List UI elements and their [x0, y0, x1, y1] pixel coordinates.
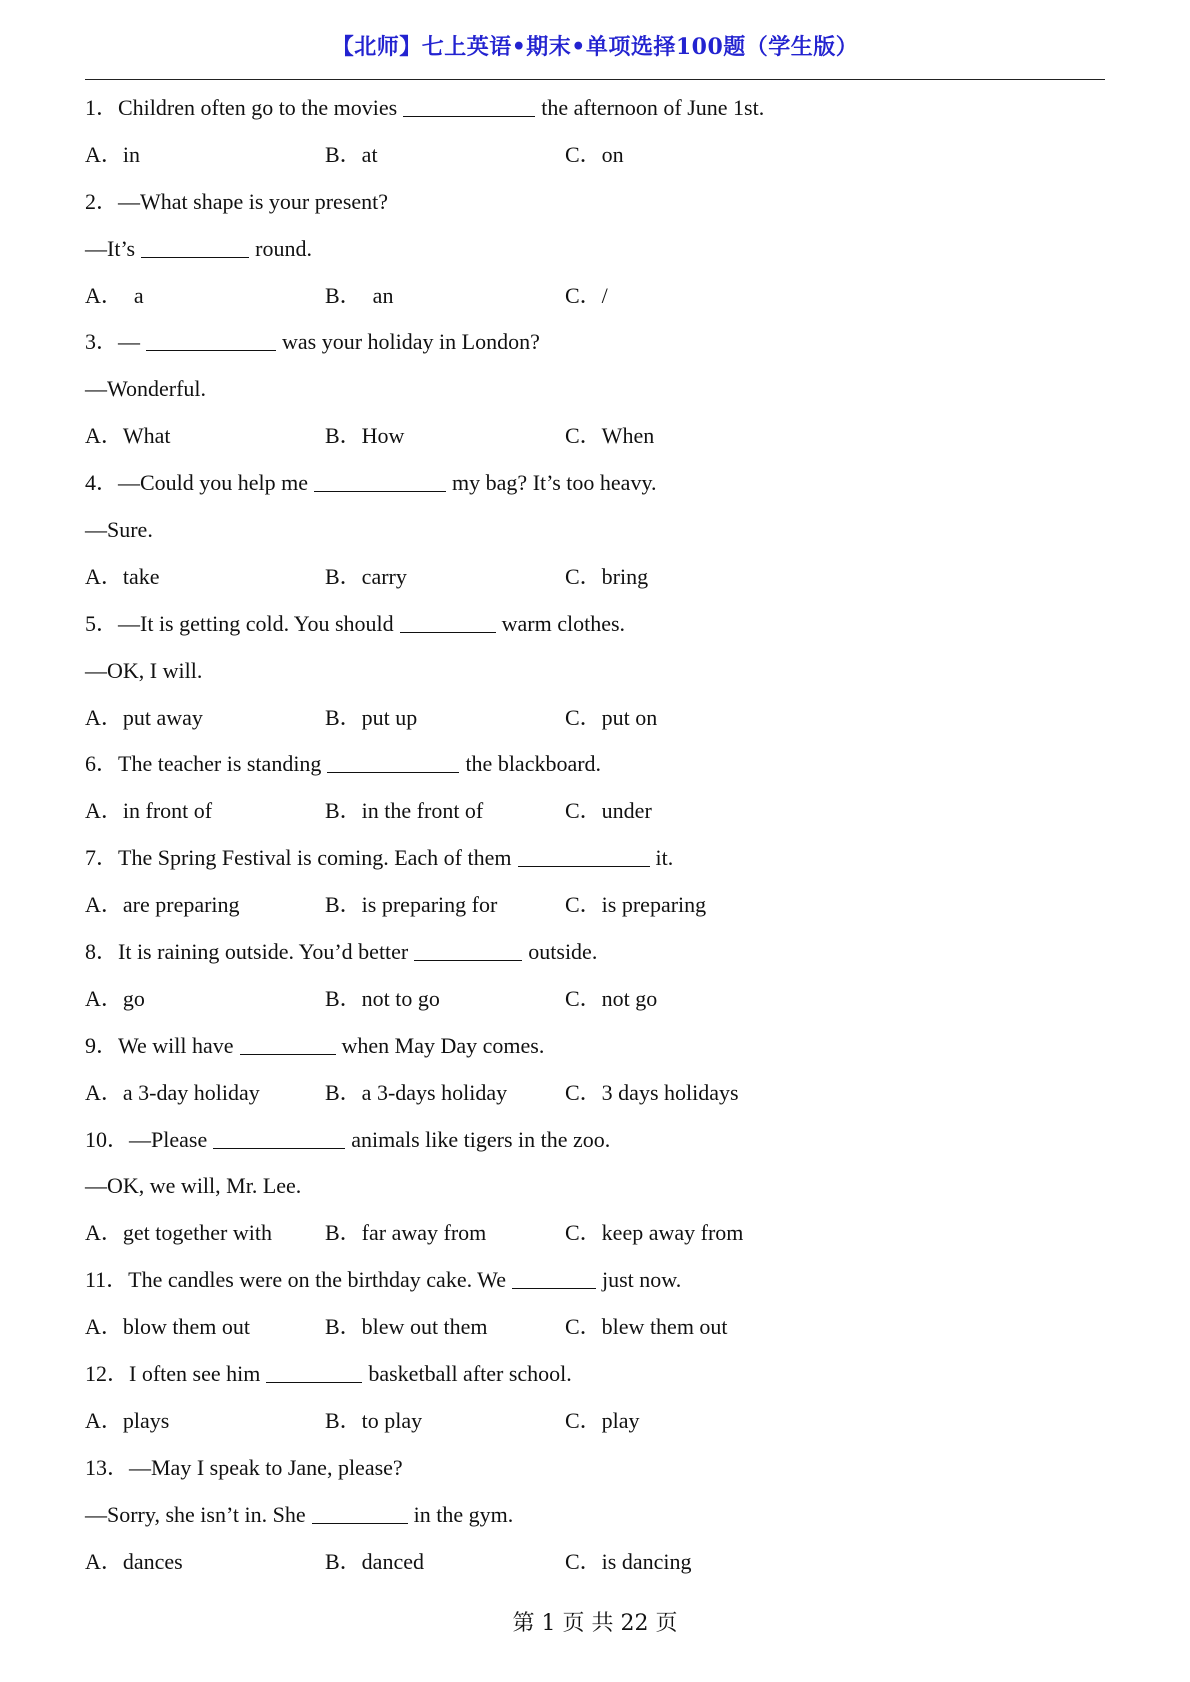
question-stem: [85, 1357, 1105, 1404]
answer-option-b[interactable]: B．far away from: [325, 1220, 487, 1246]
question-text: —Sure.: [85, 517, 153, 543]
answer-option-b[interactable]: B．blew out them: [325, 1314, 488, 1340]
answer-option-b[interactable]: B．not to go: [325, 985, 440, 1011]
page-footer: 第 1 页 共 22 页: [512, 1611, 678, 1636]
question-stem: [85, 747, 1105, 794]
question-text: 10．—Please: [85, 1126, 208, 1152]
answer-option-b[interactable]: B．at: [325, 141, 378, 167]
answer-options-row: [85, 1545, 1105, 1592]
question-text: 3．—: [85, 329, 141, 355]
question-text-after: in the gym.: [413, 1501, 514, 1527]
answer-option-b[interactable]: B．to play: [325, 1407, 423, 1433]
answer-option-b[interactable]: B．in the front of: [325, 798, 484, 824]
answer-blank[interactable]: [266, 1358, 362, 1383]
page-header-title: 【北师】七上英语•期末•单项选择100题（学生版）: [331, 34, 859, 60]
answer-option-b[interactable]: B． an: [325, 282, 394, 308]
answer-option-a[interactable]: A．get together with: [85, 1220, 272, 1246]
question-text-after: just now.: [601, 1267, 682, 1293]
question-list: [85, 91, 1105, 1592]
answer-blank[interactable]: [400, 608, 496, 633]
answer-option-b[interactable]: B．a 3-days holiday: [325, 1079, 508, 1105]
answer-options-row: [85, 1404, 1105, 1451]
question-stem: [85, 185, 1105, 232]
answer-options-row: [85, 419, 1105, 466]
question-dialogue-line: [85, 1498, 1105, 1545]
question-dialogue-line: [85, 232, 1105, 279]
question-stem: [85, 1123, 1105, 1170]
question-stem: [85, 841, 1105, 888]
question-text: 6．The teacher is standing: [85, 751, 322, 777]
question-stem: [85, 935, 1105, 982]
question-text: —OK, I will.: [85, 657, 203, 683]
answer-option-c[interactable]: C．under: [565, 798, 652, 824]
answer-option-a[interactable]: A．in front of: [85, 798, 213, 824]
answer-option-b[interactable]: B．carry: [325, 563, 407, 589]
question-text: 2．—What shape is your present?: [85, 188, 389, 214]
answer-options-row: [85, 560, 1105, 607]
answer-options-row: [85, 1216, 1105, 1263]
answer-blank[interactable]: [403, 92, 535, 117]
question-text-after: it.: [655, 845, 674, 871]
answer-options-row: [85, 701, 1105, 748]
answer-options-row: [85, 1076, 1105, 1123]
answer-blank[interactable]: [213, 1124, 345, 1149]
question-text-after: warm clothes.: [501, 610, 626, 636]
answer-blank[interactable]: [146, 326, 276, 351]
answer-blank[interactable]: [327, 748, 459, 773]
header-divider: [85, 79, 1105, 80]
answer-option-c[interactable]: C．blew them out: [565, 1314, 728, 1340]
question-text-after: round.: [255, 235, 312, 261]
question-text-after: the afternoon of June 1st.: [541, 95, 765, 120]
answer-option-a[interactable]: A．dances: [85, 1548, 183, 1574]
answer-options-row: [85, 982, 1105, 1029]
answer-blank[interactable]: [312, 1499, 408, 1524]
question-text-after: basketball after school.: [368, 1361, 572, 1387]
answer-option-b[interactable]: B．How: [325, 423, 405, 449]
question-text: 13．—May I speak to Jane, please?: [85, 1454, 403, 1480]
answer-blank[interactable]: [414, 936, 522, 961]
question-stem: [85, 91, 1105, 138]
answer-option-a[interactable]: A．put away: [85, 704, 203, 730]
question-text-after: when May Day comes.: [341, 1032, 545, 1058]
question-text-after: my bag? It’s too heavy.: [452, 470, 657, 496]
answer-blank[interactable]: [240, 1030, 336, 1055]
answer-option-b[interactable]: B．put up: [325, 704, 418, 730]
question-dialogue-line: [85, 654, 1105, 701]
question-stem: [85, 1263, 1105, 1310]
question-stem: [85, 1451, 1105, 1498]
answer-option-c[interactable]: C．keep away from: [565, 1220, 744, 1246]
question-dialogue-line: [85, 372, 1105, 419]
answer-options-row: [85, 888, 1105, 935]
question-stem: [85, 607, 1105, 654]
answer-option-c[interactable]: C．play: [565, 1407, 640, 1433]
answer-blank[interactable]: [512, 1264, 596, 1289]
question-text: 11．The candles were on the birthday cake. We: [85, 1267, 506, 1293]
question-text-after: was your holiday in London?: [282, 329, 540, 355]
question-text: 4．—Could you help me: [85, 470, 309, 496]
answer-option-c[interactable]: C．When: [565, 423, 655, 449]
answer-options-row: [85, 138, 1105, 185]
answer-option-c[interactable]: C．not go: [565, 985, 658, 1011]
answer-options-row: [85, 1310, 1105, 1357]
question-text-after: the blackboard.: [465, 751, 602, 777]
answer-option-c[interactable]: C．put on: [565, 704, 658, 730]
answer-option-a[interactable]: A．a 3-day holiday: [85, 1079, 260, 1105]
question-text: 1．Children often go to the movies: [85, 95, 398, 120]
answer-option-a[interactable]: A．are preparing: [85, 892, 240, 918]
answer-option-b[interactable]: B．danced: [325, 1548, 424, 1574]
question-stem: [85, 466, 1105, 513]
answer-option-c[interactable]: C．bring: [565, 563, 649, 589]
answer-options-row: [85, 794, 1105, 841]
answer-option-c[interactable]: C．3 days holidays: [565, 1079, 739, 1105]
answer-blank[interactable]: [141, 233, 249, 258]
answer-options-row: [85, 279, 1105, 326]
answer-option-c[interactable]: C．/: [565, 282, 608, 308]
answer-option-a[interactable]: A．go: [85, 985, 145, 1011]
answer-option-c[interactable]: C．is preparing: [565, 892, 707, 918]
question-text: 5．—It is getting cold. You should: [85, 610, 394, 636]
question-stem: [85, 1029, 1105, 1076]
question-text: 12．I often see him: [85, 1361, 261, 1387]
answer-option-a[interactable]: A．blow them out: [85, 1314, 250, 1340]
question-text: —OK, we will, Mr. Lee.: [85, 1173, 302, 1199]
answer-option-a[interactable]: A．What: [85, 423, 171, 449]
answer-blank[interactable]: [314, 467, 446, 492]
answer-blank[interactable]: [518, 842, 650, 867]
answer-option-b[interactable]: B．is preparing for: [325, 892, 498, 918]
question-dialogue-line: [85, 1169, 1105, 1216]
answer-option-a[interactable]: A．take: [85, 563, 160, 589]
answer-option-a[interactable]: A．in: [85, 141, 141, 167]
question-text: 8．It is raining outside. You’d better: [85, 939, 409, 965]
answer-option-c[interactable]: C．on: [565, 141, 624, 167]
answer-option-c[interactable]: C．is dancing: [565, 1548, 692, 1574]
question-dialogue-line: [85, 513, 1105, 560]
question-text-after: outside.: [528, 939, 598, 965]
question-stem: [85, 325, 1105, 372]
question-text: —Sorry, she isn’t in. She: [85, 1501, 306, 1527]
question-text: —It’s: [85, 235, 136, 261]
answer-option-a[interactable]: A． a: [85, 282, 144, 308]
question-text: 7．The Spring Festival is coming. Each of them: [85, 845, 512, 871]
question-text: 9．We will have: [85, 1032, 234, 1058]
question-text: —Wonderful.: [85, 376, 207, 402]
answer-option-a[interactable]: A．plays: [85, 1407, 170, 1433]
question-text-after: animals like tigers in the zoo.: [351, 1126, 611, 1152]
